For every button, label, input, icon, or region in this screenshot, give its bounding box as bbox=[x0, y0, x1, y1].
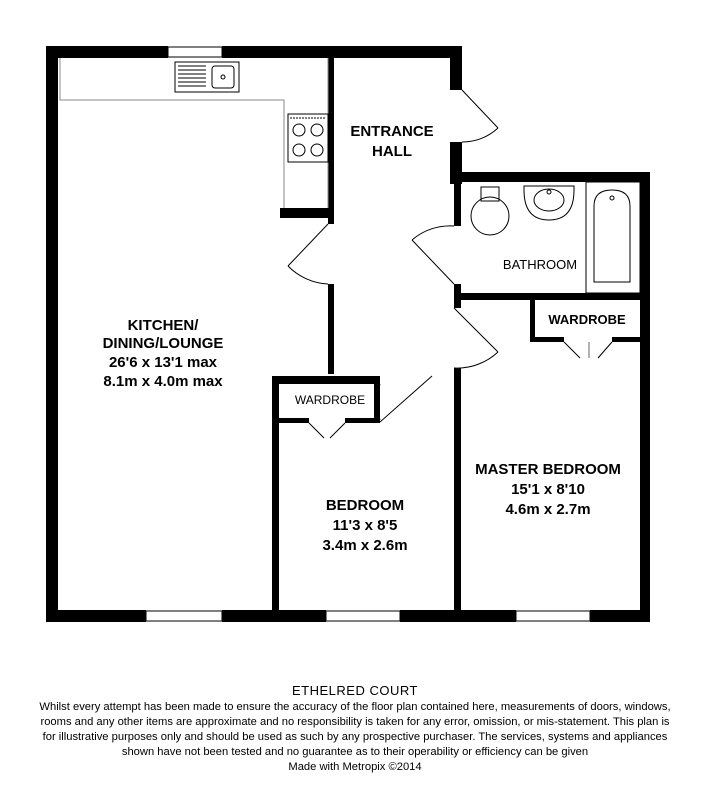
wall-wardrobe-bedroom-bottom bbox=[279, 418, 309, 423]
master-bedroom-imperial: 15'1 x 8'10 bbox=[511, 481, 585, 498]
window-kitchen-top bbox=[168, 47, 222, 57]
wall-top-left bbox=[46, 46, 168, 58]
wardrobe-bedroom-name: WARDROBE bbox=[294, 393, 366, 407]
kitchen-name-line1: KITCHEN/ bbox=[127, 317, 199, 334]
wall-bathroom-bottom bbox=[454, 293, 646, 300]
bedroom-name: BEDROOM bbox=[325, 497, 405, 514]
property-title: ETHELRED COURT bbox=[292, 683, 418, 698]
bedroom-metric: 3.4m x 2.6m bbox=[322, 537, 408, 554]
wall-master-left bbox=[454, 368, 461, 622]
bedroom-imperial: 11'3 x 8'5 bbox=[332, 517, 398, 534]
window-kitchen-bottom bbox=[146, 611, 222, 621]
wall-kitchen-hall-upper bbox=[328, 58, 334, 224]
wall-kitchen-hall-lower bbox=[328, 284, 334, 374]
entrance-name-line2: HALL bbox=[372, 143, 412, 160]
wall-wardrobe-bedroom-bottom2 bbox=[345, 418, 380, 423]
walls bbox=[46, 46, 650, 622]
wall-wardrobe-master-bottom1 bbox=[530, 337, 564, 342]
wall-bottom-1 bbox=[46, 610, 146, 622]
bathroom-fixtures bbox=[471, 182, 640, 293]
entrance-name-line1: ENTRANCE bbox=[350, 123, 434, 140]
wall-top-right bbox=[222, 46, 462, 58]
wall-bedroom-left bbox=[272, 376, 279, 622]
basin-icon bbox=[524, 186, 574, 220]
wardrobe-master-name: WARDROBE bbox=[548, 312, 626, 327]
wall-kitchen-stub bbox=[280, 208, 334, 218]
master-bedroom-metric: 4.6m x 2.7m bbox=[505, 501, 591, 518]
plan-footer bbox=[0, 683, 710, 775]
toilet-icon bbox=[471, 187, 509, 235]
wall-wardrobe-master-left bbox=[530, 300, 535, 342]
wall-bedroom-top bbox=[272, 376, 378, 384]
kitchen-metric: 8.1m x 4.0m max bbox=[103, 373, 223, 390]
window-bedroom-bottom bbox=[326, 611, 400, 621]
wall-wardrobe-master-bottom2 bbox=[612, 337, 646, 342]
wall-left bbox=[46, 46, 58, 622]
bath-icon bbox=[586, 182, 640, 293]
wall-bottom-4 bbox=[590, 610, 650, 622]
wall-bathroom-top bbox=[450, 172, 650, 182]
master-bedroom-name: MASTER BEDROOM bbox=[475, 461, 621, 478]
wall-right bbox=[640, 172, 650, 622]
kitchen-name-line2: DINING/LOUNGE bbox=[102, 335, 224, 352]
kitchen-imperial: 26'6 x 13'1 max bbox=[108, 354, 218, 371]
disclaimer-text: Whilst every attempt has been made to ensure the accuracy of the floor plan contained here, measurements of doors, windows, rooms and any other items are approximate and no responsibility is taken for any error, omission, or mis-statement. This plan is for illustrative purposes only and should be used as such by any prospective purchaser. The services, systems and appliances shown have not been tested and no guarantee as to their operability or efficiency can be given bbox=[39, 701, 671, 758]
window-master-bottom bbox=[516, 611, 590, 621]
wall-bathroom-left-upper bbox=[454, 182, 461, 226]
wall-hall-right-upper bbox=[450, 46, 462, 90]
credit-text: Made with Metropix ©2014 bbox=[288, 761, 422, 773]
bathroom-name: BATHROOM bbox=[502, 257, 578, 272]
sink-icon bbox=[175, 62, 239, 92]
hob-icon bbox=[288, 114, 328, 162]
